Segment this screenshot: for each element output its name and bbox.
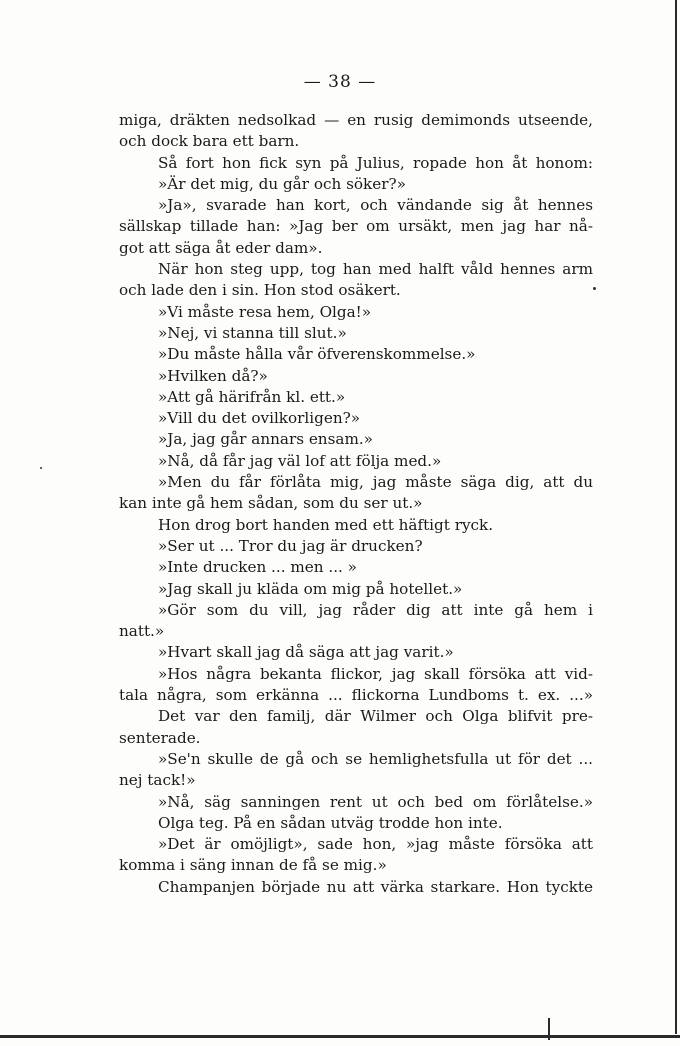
text-line: »Hos några bekanta flickor, jag skall försöka att vid- (158, 664, 593, 683)
scan-border-right (675, 0, 677, 1034)
text-line: och dock bara ett barn. (119, 132, 300, 151)
scan-border-bottom (0, 1035, 680, 1038)
text-line: »Vill du det ovilkorligen?» (158, 409, 361, 428)
page-number: — 38 — (303, 72, 377, 92)
text-line: »Nå, då får jag väl lof att följa med.» (158, 451, 442, 470)
text-line: »Ja, jag går annars ensam.» (158, 430, 373, 449)
text-line: »Se'n skulle de gå och se hemlighetsfulla ut för det ... (158, 749, 593, 768)
body-text (119, 110, 593, 898)
text-line: »Att gå härifrån kl. ett.» (158, 387, 346, 406)
text-line: komma i säng innan de få se mig.» (119, 856, 387, 875)
text-line: Så fort hon fick syn på Julius, ropade hon åt honom: (158, 153, 593, 172)
text-line: sällskap tillade han: »Jag ber om ursäkt, men jag har nå- (119, 217, 593, 236)
scan-speck (593, 287, 596, 290)
text-line: »Men du får förlåta mig, jag måste säga dig, att du (158, 473, 593, 492)
text-line: got att säga åt eder dam». (119, 238, 323, 257)
text-line: senterade. (119, 728, 201, 747)
text-line: »Hvilken då?» (158, 366, 268, 385)
text-line: Det var den familj, där Wilmer och Olga blifvit pre- (158, 707, 593, 726)
text-line: »Jag skall ju kläda om mig på hotellet.» (158, 579, 463, 598)
scan-mark (548, 1018, 550, 1040)
text-line: »Det är omöjligt», sade hon, »jag måste försöka att (158, 835, 593, 854)
text-line: »Ja», svarade han kort, och vändande sig åt hennes (158, 196, 593, 215)
scan-speck (40, 467, 42, 469)
text-line: och lade den i sin. Hon stod osäkert. (119, 281, 401, 300)
text-line: »Nå, säg sanningen rent ut och bed om förlåtelse.» (158, 792, 593, 811)
text-line: »Du måste hålla vår öfverenskommelse.» (158, 345, 476, 364)
text-line: När hon steg upp, tog han med halft våld hennes arm (158, 260, 593, 279)
text-line: »Hvart skall jag då säga att jag varit.» (158, 643, 454, 662)
text-line: natt.» (119, 622, 165, 641)
text-line: »Nej, vi stanna till slut.» (158, 323, 347, 342)
text-line: miga, dräkten nedsolkad — en rusig demimonds utseende, (119, 111, 593, 129)
text-line: Champanjen började nu att värka starkare. Hon tyckte (158, 877, 593, 896)
text-line: kan inte gå hem sådan, som du ser ut.» (119, 494, 423, 513)
text-line: »Inte drucken ... men ... » (158, 558, 357, 577)
text-line: »Ser ut ... Tror du jag är drucken? (158, 536, 423, 555)
text-line: Hon drog bort handen med ett häftigt ryck. (158, 515, 494, 534)
text-line: nej tack!» (119, 771, 196, 790)
text-line: »Vi måste resa hem, Olga!» (158, 302, 372, 321)
text-line: »Gör som du vill, jag råder dig att inte gå hem i (158, 600, 593, 619)
text-line: Olga teg. På en sådan utväg trodde hon inte. (158, 813, 503, 832)
text-line: tala några, som erkänna ... flickorna Lundboms t. ex. ...» (119, 686, 593, 705)
text-line: »Är det mig, du går och söker?» (158, 174, 406, 193)
